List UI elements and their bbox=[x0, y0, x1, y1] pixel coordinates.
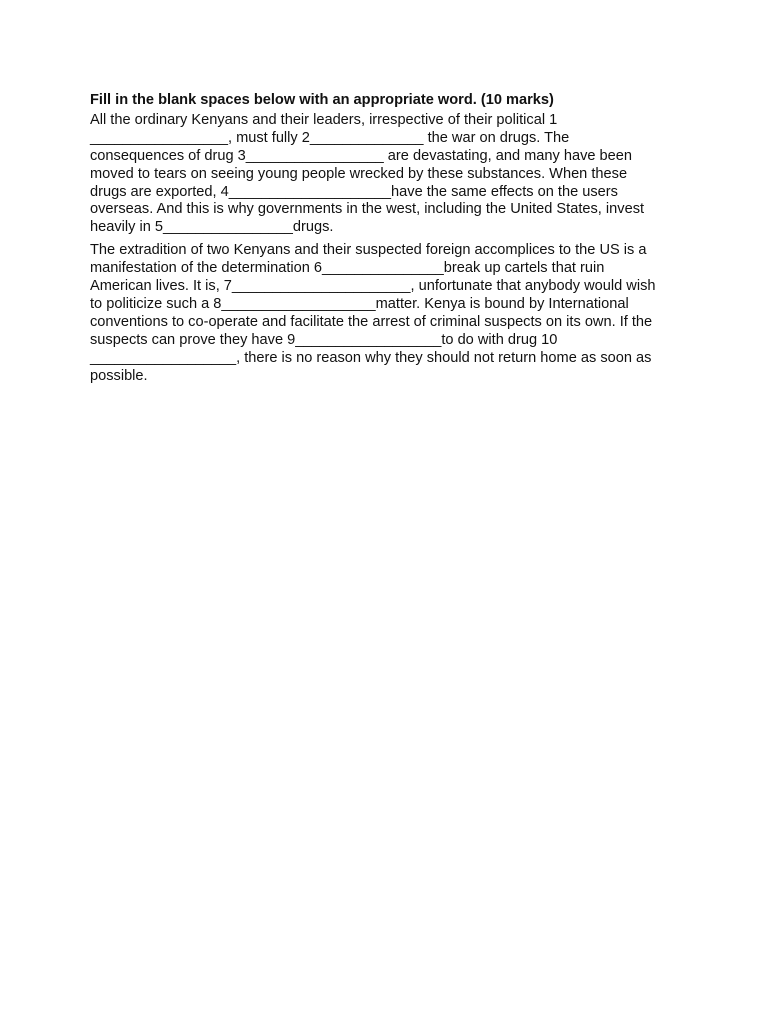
paragraph-line: suspects can prove they have 9__________________to do with drug 10 bbox=[90, 331, 558, 348]
paragraph-line: moved to tears on seeing young people wrecked by these substances. When these bbox=[90, 165, 628, 182]
paragraph-line: All the ordinary Kenyans and their leaders, irrespective of their political 1 bbox=[90, 111, 558, 128]
paragraph-line: American lives. It is, 7______________________, unfortunate that anybody would wish bbox=[90, 278, 656, 295]
paragraph-1 bbox=[90, 112, 680, 237]
paragraph-line: conventions to co-operate and facilitate the arrest of criminal suspects on its own. If the bbox=[90, 313, 653, 330]
paragraph-line: heavily in 5________________drugs. bbox=[90, 219, 334, 236]
paragraph-line: possible. bbox=[90, 367, 148, 384]
paragraph-line: drugs are exported, 4____________________have the same effects on the users bbox=[90, 183, 618, 200]
paragraph-line: _________________, must fully 2______________ the war on drugs. The bbox=[90, 129, 570, 146]
paragraph-line: The extradition of two Kenyans and their suspected foreign accomplices to the US is a bbox=[90, 242, 647, 259]
paragraph-line: to politicize such a 8___________________matter. Kenya is bound by International bbox=[90, 295, 629, 312]
paragraph-2 bbox=[90, 242, 680, 385]
paragraph-line: manifestation of the determination 6_______________break up cartels that ruin bbox=[90, 260, 605, 277]
document-page bbox=[90, 92, 680, 391]
paragraph-line: consequences of drug 3_________________ are devastating, and many have been bbox=[90, 147, 633, 164]
paragraph-line: overseas. And this is why governments in the west, including the United States, invest bbox=[90, 201, 645, 218]
paragraph-line: __________________, there is no reason why they should not return home as soon as bbox=[90, 349, 652, 366]
exercise-heading: Fill in the blank spaces below with an appropriate word. (10 marks) bbox=[90, 92, 554, 108]
